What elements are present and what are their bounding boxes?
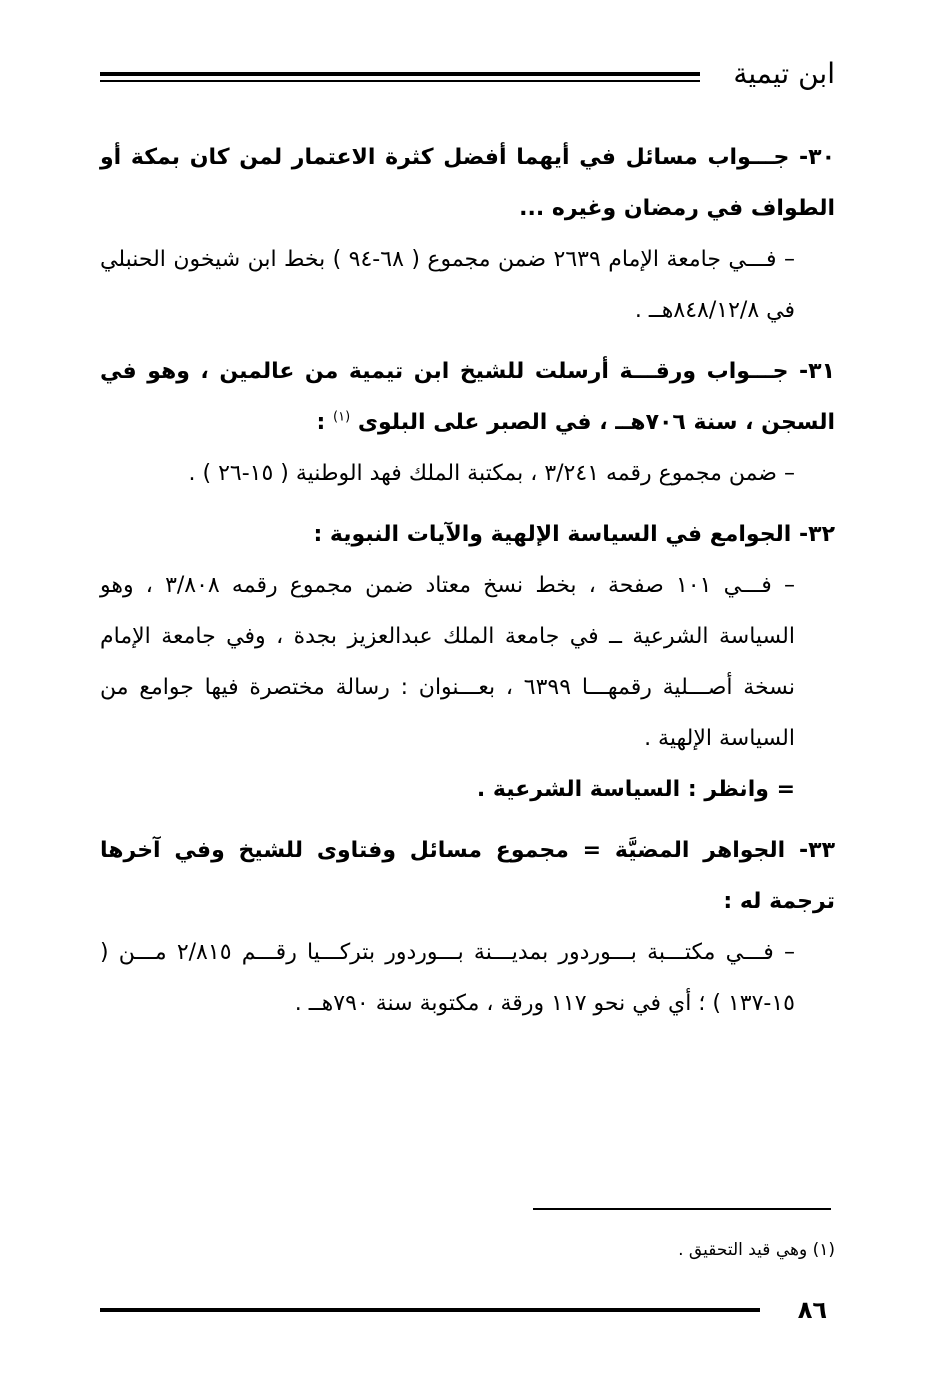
entry-title (100, 346, 835, 448)
entry-paragraph: – ضمن مجموع رقمه ٣/٢٤١ ، بمكتبة الملك فهد الوطنية ( ١٥-٢٦ ) . (188, 461, 795, 486)
footer-rule (100, 1308, 760, 1312)
entry-33 (100, 825, 835, 1029)
footnote-separator (533, 1208, 831, 1210)
entry-title-end: : (316, 410, 333, 435)
entry-paragraph: – فـــي ١٠١ صفحة ، بخط نسخ معتاد ضمن مجموع رقمه ٣/٨٠٨ ، وهو السياسة الشرعية ــ في جامعة الملك عبدالعزيز بجدة ، وفي جامعة الإمام نسخة أصـــلية رقمهـــا ٦٣٩٩ ، بعـــنوان : رسالة مختصرة فيها جوامع من السياسة الإلهية . (100, 573, 795, 751)
page-header (100, 52, 835, 96)
page-body (100, 132, 835, 1039)
header-rule (100, 72, 700, 82)
page-footer (100, 1290, 835, 1330)
entry-31 (100, 346, 835, 499)
entry-30 (100, 132, 835, 336)
entry-title-text: ٣١- جـــواب ورقـــة أرسلت للشيخ ابن تيمية من عالمين ، وهو في السجن ، سنة ٧٠٦هــ ، في الصبر على البلوى (100, 359, 835, 435)
entry-title: ٣٢- الجوامع في السياسة الإلهية والآيات النبوية : (313, 522, 835, 547)
entry-paragraph: – فـــي جامعة الإمام ٢٦٣٩ ضمن مجموع ( ٦٨-٩٤ ) بخط ابن شيخون الحنبلي في ٨٤٨/١٢/٨هــ . (100, 247, 795, 323)
entry-title: ٣٣- الجواهر المضيَّة = مجموع مسائل وفتاوى للشيخ وفي آخرها ترجمة له : (100, 838, 835, 914)
footnote-1: (١) وهي قيد التحقيق . (678, 1240, 835, 1260)
entry-paragraph: – فـــي مكتـــبة بـــوردور بمديـــنة بـــوردور بتركـــيا رقـــم ٢/٨١٥ مـــن ( ١٥-١٣٧ ) ؛ أي في نحو ١١٧ ورقة ، مكتوبة سنة ٧٩٠هــ . (100, 940, 795, 1016)
see-also: = وانظر : السياسة الشرعية . (476, 777, 795, 802)
entry-32 (100, 509, 835, 815)
running-title: ابن تيمية (733, 57, 835, 90)
page-number: ٨٦ (797, 1296, 827, 1324)
entry-title: ٣٠- جـــواب مسائل في أيهما أفضل كثرة الاعتمار لمن كان بمكة أو الطواف في رمضان وغيره ... (100, 145, 835, 221)
footnote-ref: (١) (333, 409, 351, 425)
